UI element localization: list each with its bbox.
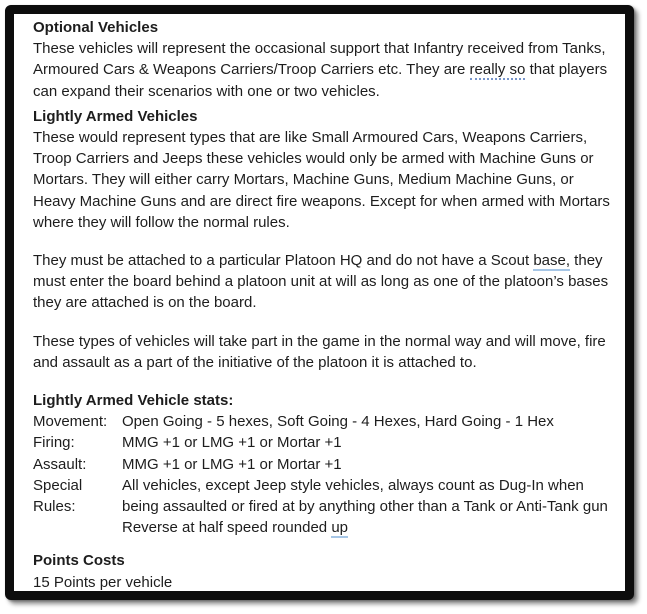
paragraph-text: that players can expand their scenarios with one or two vehicles. (33, 61, 608, 100)
document-frame (5, 5, 634, 600)
stat-label-assault: Assault: (33, 455, 87, 473)
paragraph-platoon-attachment (33, 250, 612, 314)
stat-value-assault: MMG +1 or LMG +1 or Mortar +1 (122, 455, 342, 473)
paragraph-text: These vehicles will represent the occasional support that Infantry received from Tanks, Armoured Cars & Weapons Carriers/Troop Carriers etc. They are (33, 40, 606, 79)
stat-label-firing: Firing: (33, 434, 75, 452)
special-rules-line2 (122, 517, 612, 538)
stat-value-firing: MMG +1 or LMG +1 or Mortar +1 (122, 434, 342, 452)
grammar-marked-text: up (331, 519, 348, 537)
paragraph-optional-vehicles (33, 38, 612, 102)
section-vehicle-stats (33, 390, 612, 538)
section-optional-vehicles (33, 17, 612, 102)
paragraph-lightly-armed-vehicles: These would represent types that are like Small Armoured Cars, Weapons Carriers, Troop Carriers and Jeeps these vehicles would only be armed with Machine Guns or Mortars. They will either carry Mortars, Machine Guns, Medium Machine Guns, or Heavy Machine Guns and are direct fire weapons. Except for when armed with Mortars where they will follow the normal rules. (33, 129, 610, 231)
special-rules-line1: All vehicles, except Jeep style vehicles, always count as Dug-In when being assaulted or fired at by anything other than a Tank or Anti-Tank gun (122, 476, 608, 516)
points-costs-value: 15 Points per vehicle (33, 573, 173, 591)
spacer (33, 314, 612, 331)
section-points-costs (33, 550, 612, 592)
stat-value-special-rules (122, 475, 612, 539)
paragraph-text: They must be attached to a particular Platoon HQ and do not have a Scout (33, 252, 534, 270)
spacer (33, 373, 612, 390)
paragraph-text: they must enter the board behind a platoon unit at will as long as one of the platoon’s bases they are attached is on the board. (33, 252, 609, 312)
grammar-marked-text: base, (533, 252, 571, 270)
grammar-marked-text: really so (469, 61, 526, 79)
paragraph-initiative: These types of vehicles will take part in the game in the normal way and will move, fire and assault as a part of the initiative of the platoon it is attached to. (33, 332, 606, 371)
spacer (33, 233, 612, 250)
spacer (33, 538, 612, 550)
stats-heading: Lightly Armed Vehicle stats: (33, 392, 234, 410)
section-heading-optional-vehicles: Optional Vehicles (33, 19, 159, 36)
stat-value-movement: Open Going - 5 hexes, Soft Going - 4 Hexes, Hard Going - 1 Hex (122, 413, 554, 431)
document-content (14, 14, 625, 593)
points-costs-heading: Points Costs (33, 552, 125, 570)
section-heading-lightly-armed-vehicles: Lightly Armed Vehicles (33, 107, 198, 125)
paragraph-text: Reverse at half speed rounded (122, 519, 332, 537)
stats-table (33, 411, 612, 538)
section-lightly-armed-vehicles (33, 106, 612, 233)
stat-label-movement: Movement: (33, 413, 108, 431)
stat-label-special-rules: Special Rules: (33, 476, 83, 516)
